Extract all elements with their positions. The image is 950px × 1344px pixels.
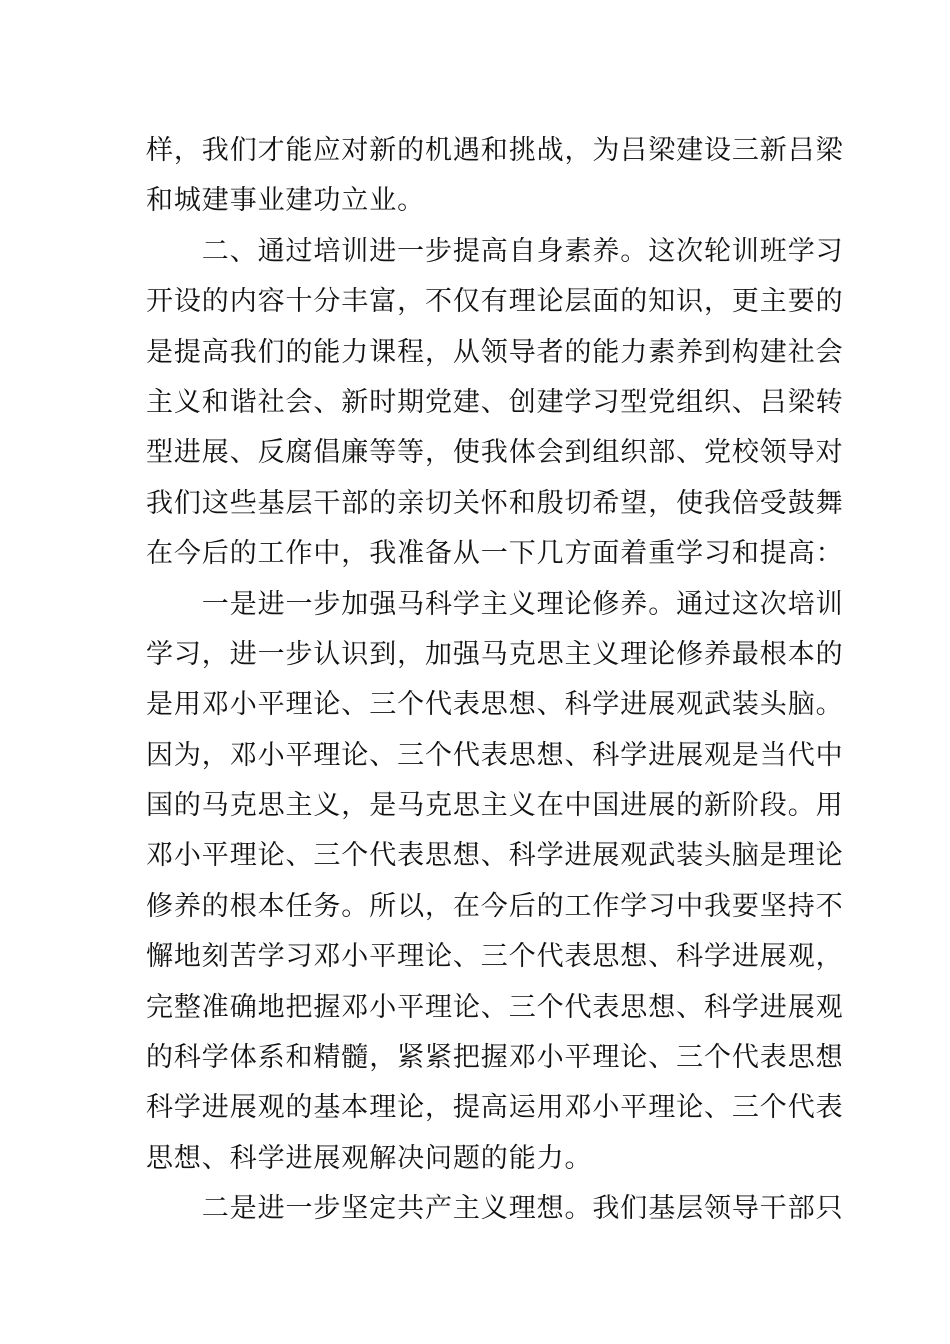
text-line: 懈地刻苦学习邓小平理论、三个代表思想、科学进展观，	[146, 941, 844, 973]
text-line: 修养的根本任务。所以，在今后的工作学习中我要坚持不	[146, 890, 844, 922]
text-line: 型进展、反腐倡廉等等，使我体会到组织部、党校领导对	[146, 437, 844, 469]
text-line: 二、通过培训进一步提高自身素养。这次轮训班学习	[146, 235, 844, 267]
text-line: 是用邓小平理论、三个代表思想、科学进展观武装头脑。	[146, 689, 844, 721]
text-line: 开设的内容十分丰富，不仅有理论层面的知识，更主要的	[146, 286, 844, 318]
text-line: 国的马克思主义，是马克思主义在中国进展的新阶段。用	[146, 790, 844, 822]
text-line: 样，我们才能应对新的机遇和挑战，为吕梁建设三新吕梁	[146, 135, 844, 166]
text-line: 学习，进一步认识到，加强马克思主义理论修养最根本的	[146, 638, 844, 670]
text-line: 二是进一步坚定共产主义理想。我们基层领导干部只	[146, 1193, 844, 1225]
document-page	[146, 126, 844, 1235]
text-line: 是提高我们的能力课程，从领导者的能力素养到构建社会	[146, 336, 844, 368]
text-line: 科学进展观的基本理论，提高运用邓小平理论、三个代表	[146, 1092, 844, 1124]
text-line: 我们这些基层干部的亲切关怀和殷切希望，使我倍受鼓舞	[146, 487, 844, 519]
text-line: 主义和谐社会、新时期党建、创建学习型党组织、吕梁转	[146, 386, 844, 418]
text-line: 因为，邓小平理论、三个代表思想、科学进展观是当代中	[146, 739, 844, 771]
text-line: 在今后的工作中，我准备从一下几方面着重学习和提高：	[146, 538, 844, 570]
text-line: 的科学体系和精髓，紧紧把握邓小平理论、三个代表思想	[146, 1042, 844, 1074]
text-line: 和城建事业建功立业。	[146, 185, 425, 217]
text-line: 一是进一步加强马科学主义理论修养。通过这次培训	[146, 588, 844, 620]
text-line: 思想、科学进展观解决问题的能力。	[146, 1142, 593, 1174]
text-line: 邓小平理论、三个代表思想、科学进展观武装头脑是理论	[146, 840, 844, 872]
text-line: 完整准确地把握邓小平理论、三个代表思想、科学进展观	[146, 991, 844, 1023]
